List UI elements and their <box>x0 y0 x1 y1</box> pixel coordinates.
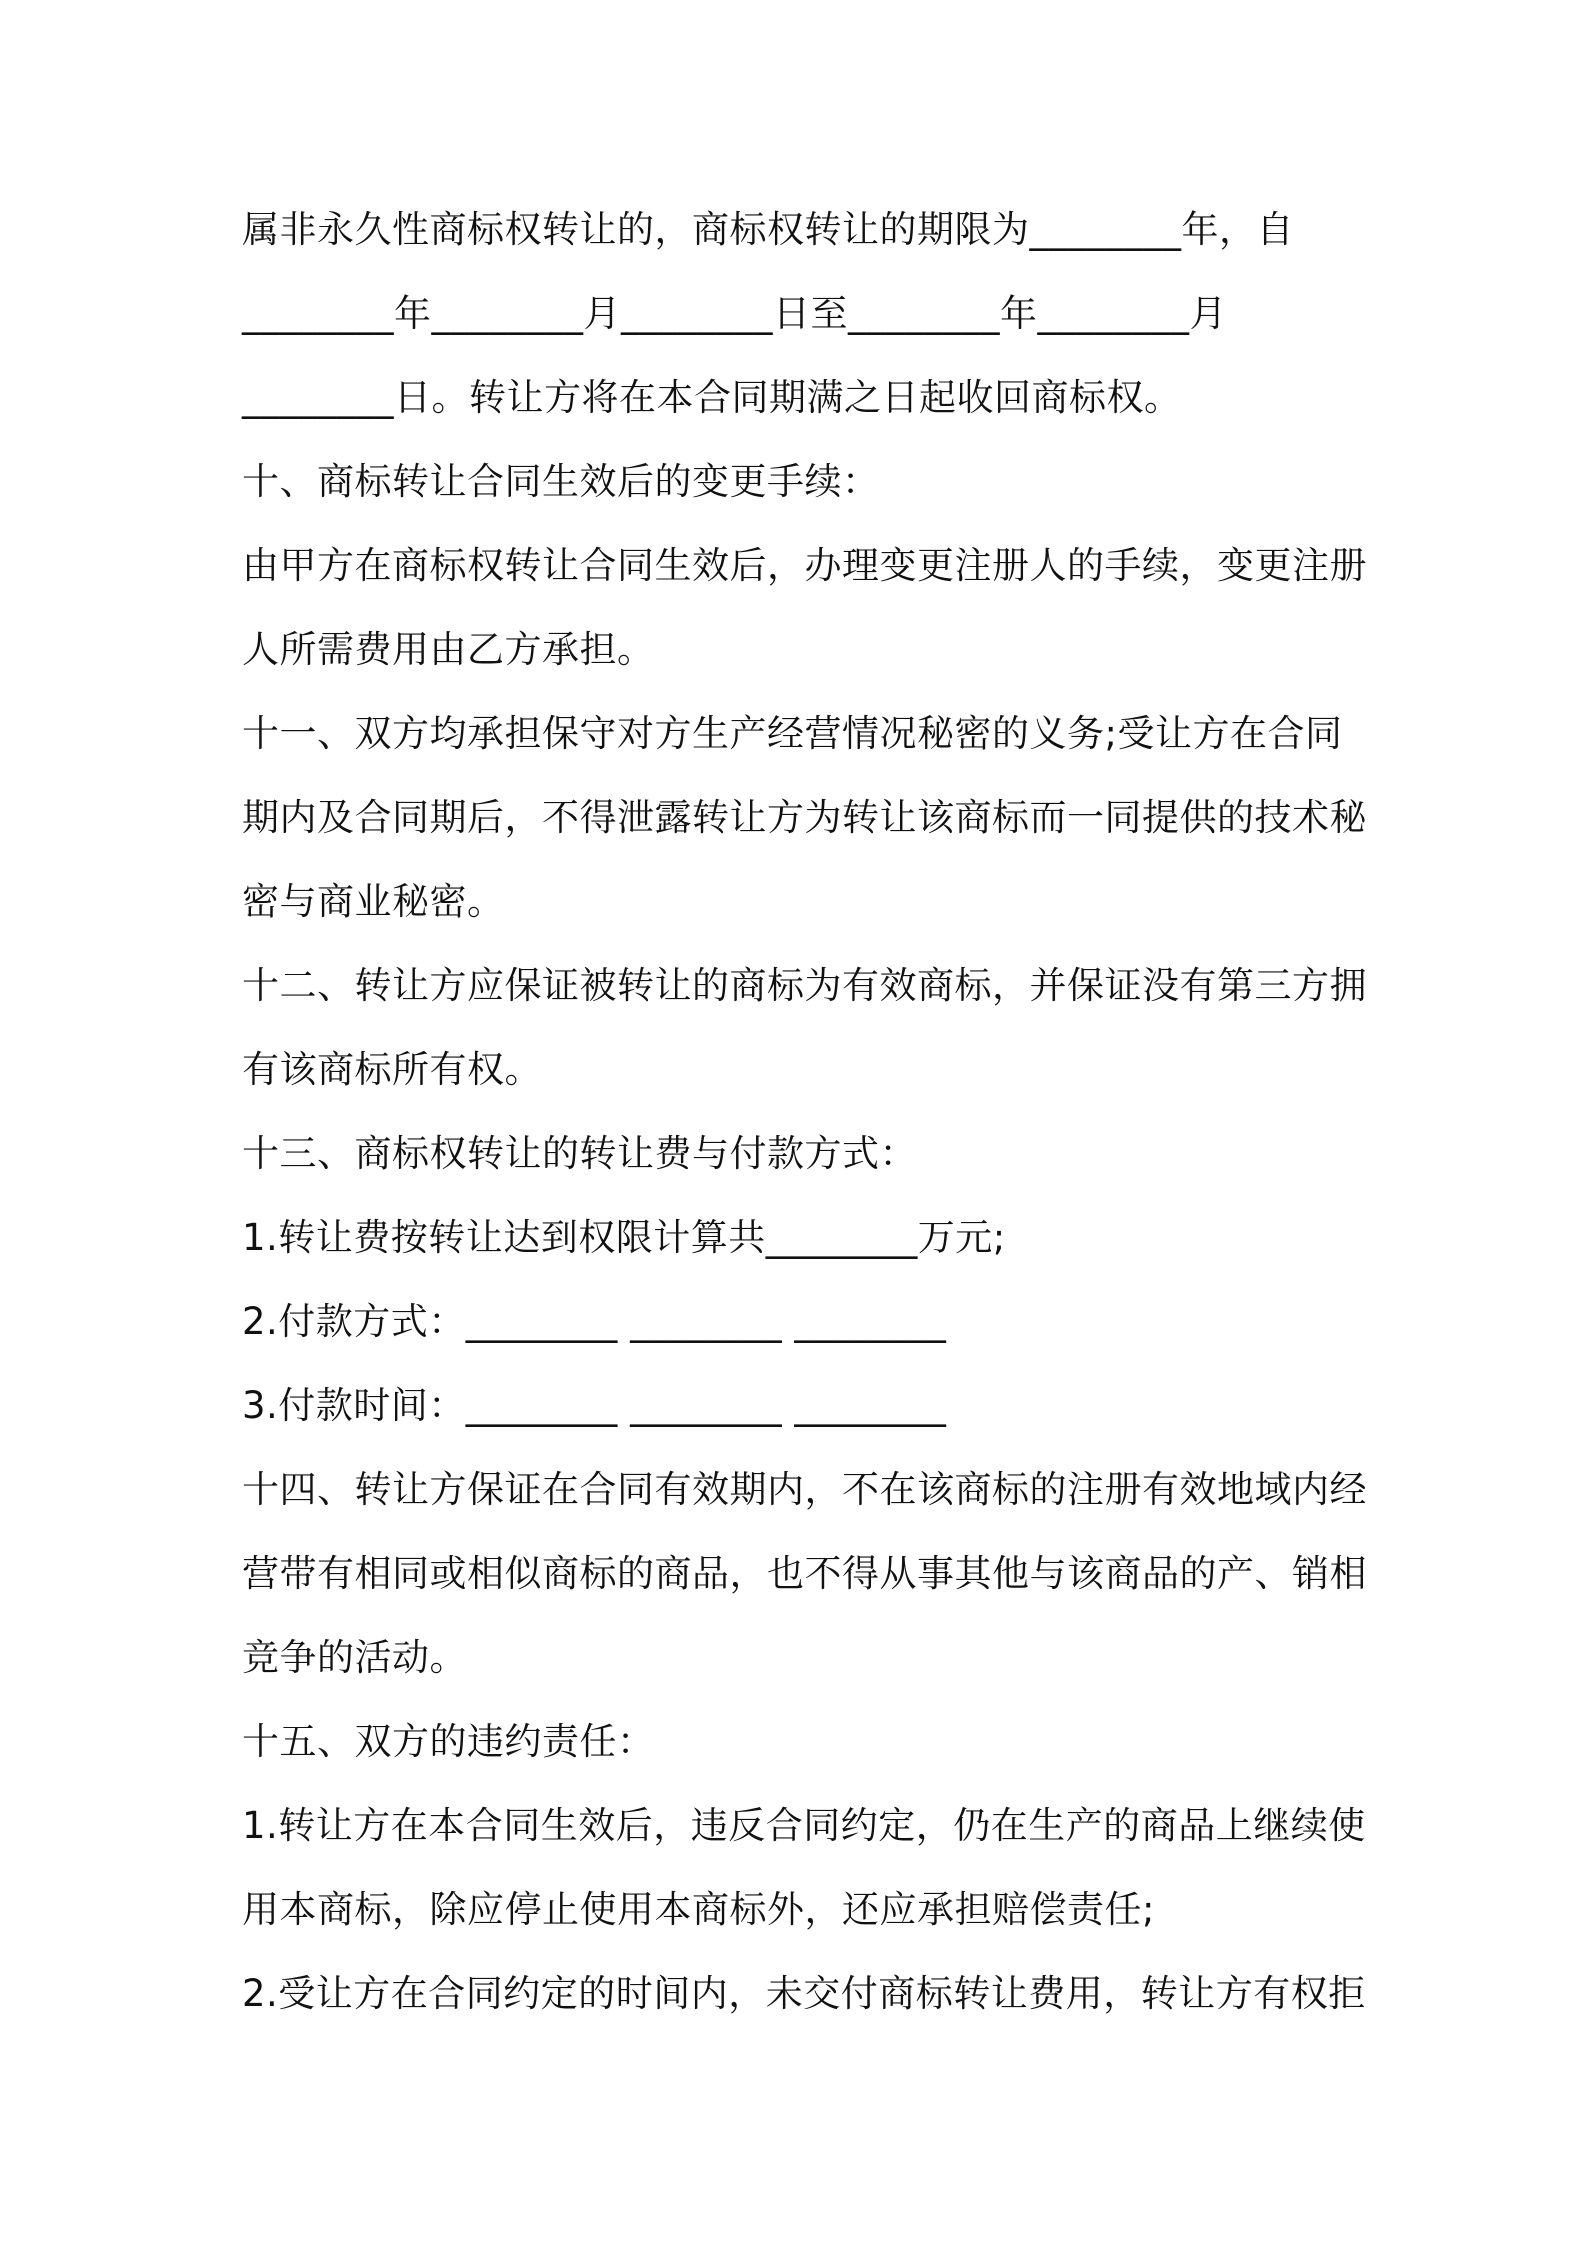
section-heading: 十四、转让方保证在合同有效期内，不在该商标的注册有效地域内经 <box>242 1468 1367 1511</box>
section-heading: 十五、双方的违约责任： <box>242 1720 655 1763</box>
text-line: 属非永久性商标权转让的，商标权转让的期限为________年，自 <box>242 208 1294 251</box>
section-heading: 十一、双方均承担保守对方生产经营情况秘密的义务;受让方在合同 <box>242 712 1343 755</box>
text-line: 由甲方在商标权转让合同生效后，办理变更注册人的手续，变更注册 <box>242 544 1367 587</box>
section-heading: 十三、商标权转让的转让费与付款方式： <box>242 1132 917 1175</box>
section-heading: 十、商标转让合同生效后的变更手续： <box>242 460 880 503</box>
text-line: ________年________月________日至________年________月 <box>242 292 1227 335</box>
list-item: 2.付款方式：________ ________ ________ <box>242 1300 947 1343</box>
list-item: 3.付款时间：________ ________ ________ <box>242 1384 947 1427</box>
text-line: 用本商标，除应停止使用本商标外，还应承担赔偿责任; <box>242 1888 1155 1931</box>
section-heading: 十二、转让方应保证被转让的商标为有效商标，并保证没有第三方拥 <box>242 964 1367 1007</box>
text-line: 人所需费用由乙方承担。 <box>242 628 655 671</box>
text-line: 期内及合同期后，不得泄露转让方为转让该商标而一同提供的技术秘 <box>242 796 1367 839</box>
list-item: 1.转让方在本合同生效后，违反合同约定，仍在生产的商品上继续使 <box>242 1804 1366 1847</box>
text-line: 密与商业秘密。 <box>242 880 505 923</box>
list-item: 2.受让方在合同约定的时间内，未交付商标转让费用，转让方有权拒 <box>242 1972 1366 2015</box>
list-item: 1.转让费按转让达到权限计算共________万元; <box>242 1216 1006 1259</box>
text-line: 有该商标所有权。 <box>242 1048 542 1091</box>
text-line: 营带有相同或相似商标的商品，也不得从事其他与该商品的产、销相 <box>242 1552 1367 1595</box>
text-line: 竞争的活动。 <box>242 1636 467 1679</box>
text-line: ________日。转让方将在本合同期满之日起收回商标权。 <box>242 376 1182 419</box>
